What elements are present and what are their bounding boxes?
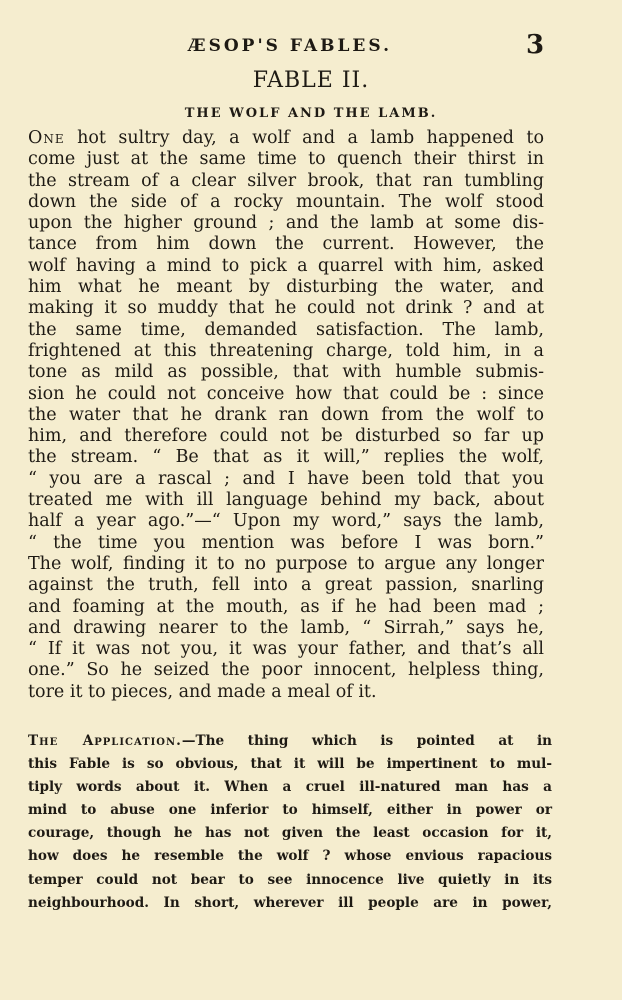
fable-line: treated me with ill language behind my back, about	[28, 490, 544, 511]
application-line: courage, though he has not given the least occasion for it,	[28, 825, 552, 842]
application-line: tiply words about it. When a cruel ill-natured man has a	[28, 779, 552, 796]
fable-line: down the side of a rocky mountain. The wolf stood	[28, 191, 544, 212]
fable-first-word: One	[28, 128, 65, 148]
fable-line: The wolf, finding it to no purpose to argue any longer	[28, 553, 544, 574]
fable-line: him what he meant by disturbing the water, and	[28, 277, 544, 298]
fable-line: tance from him down the current. However, the	[28, 234, 544, 255]
fable-line: one.” So he seized the poor innocent, helpless thing,	[28, 660, 544, 681]
fable-line-text: hot sultry day, a wolf and a lamb happened to	[64, 128, 544, 148]
fable-line: the stream. “ Be that as it will,” replies the wolf,	[28, 447, 544, 468]
fable-line: tone as mild as possible, that with humble submis-	[28, 362, 544, 383]
application-line-text: —The thing which is pointed at in	[181, 733, 552, 749]
application-line: mind to abuse one inferior to himself, either in power or	[28, 802, 552, 819]
fable-body	[28, 128, 544, 703]
fable-line: the water that he drank ran down from the wolf to	[28, 404, 544, 425]
fable-line: come just at the same time to quench their thirst in	[28, 149, 544, 170]
fable-line: making it so muddy that he could not drink ? and at	[28, 298, 544, 319]
fable-line: against the truth, fell into a great passion, snarling	[28, 575, 544, 596]
fable-line: frightened at this threatening charge, told him, in a	[28, 340, 544, 361]
application-line: this Fable is so obvious, that it will be impertinent to mul-	[28, 756, 552, 773]
fable-line: the stream of a clear silver brook, that ran tumbling	[28, 170, 544, 191]
application-line: neighbourhood. In short, wherever ill people are in power,	[28, 894, 552, 911]
fable-line: “ If it was not you, it was your father, and that’s all	[28, 639, 544, 660]
fable-line: him, and therefore could not be disturbed so far up	[28, 426, 544, 447]
application-line	[28, 730, 552, 753]
fable-subtitle: THE WOLF AND THE LAMB.	[184, 106, 438, 121]
fable-line: the same time, demanded satisfaction. The lamb,	[28, 319, 544, 340]
fable-line: sion he could not conceive how that could be : since	[28, 383, 544, 404]
page-number: 3	[526, 30, 545, 60]
application-line: how does he resemble the wolf ? whose envious rapacious	[28, 848, 552, 865]
fable-line: half a year ago.”—“ Upon my word,” says the lamb,	[28, 511, 544, 532]
application-paragraph	[28, 730, 552, 915]
fable-line: tore it to pieces, and made a meal of it.	[28, 681, 377, 702]
fable-line: wolf having a mind to pick a quarrel with him, asked	[28, 255, 544, 276]
fable-line: “ you are a rascal ; and I have been told that you	[28, 468, 544, 489]
fable-line: and drawing nearer to the lamb, “ Sirrah,” says he,	[28, 617, 544, 638]
application-line: temper could not bear to see innocence live quietly in its	[28, 871, 552, 888]
fable-line: and foaming at the mouth, as if he had been mad ;	[28, 596, 544, 617]
fable-line: “ the time you mention was before I was born.”	[28, 532, 544, 553]
fable-title: FABLE II.	[252, 68, 370, 93]
fable-line: upon the higher ground ; and the lamb at some dis-	[28, 213, 544, 234]
running-title: ÆSOP'S FABLES.	[188, 36, 392, 56]
running-header	[0, 30, 622, 64]
fable-line	[28, 128, 544, 149]
application-heading: The Application.	[28, 733, 182, 749]
